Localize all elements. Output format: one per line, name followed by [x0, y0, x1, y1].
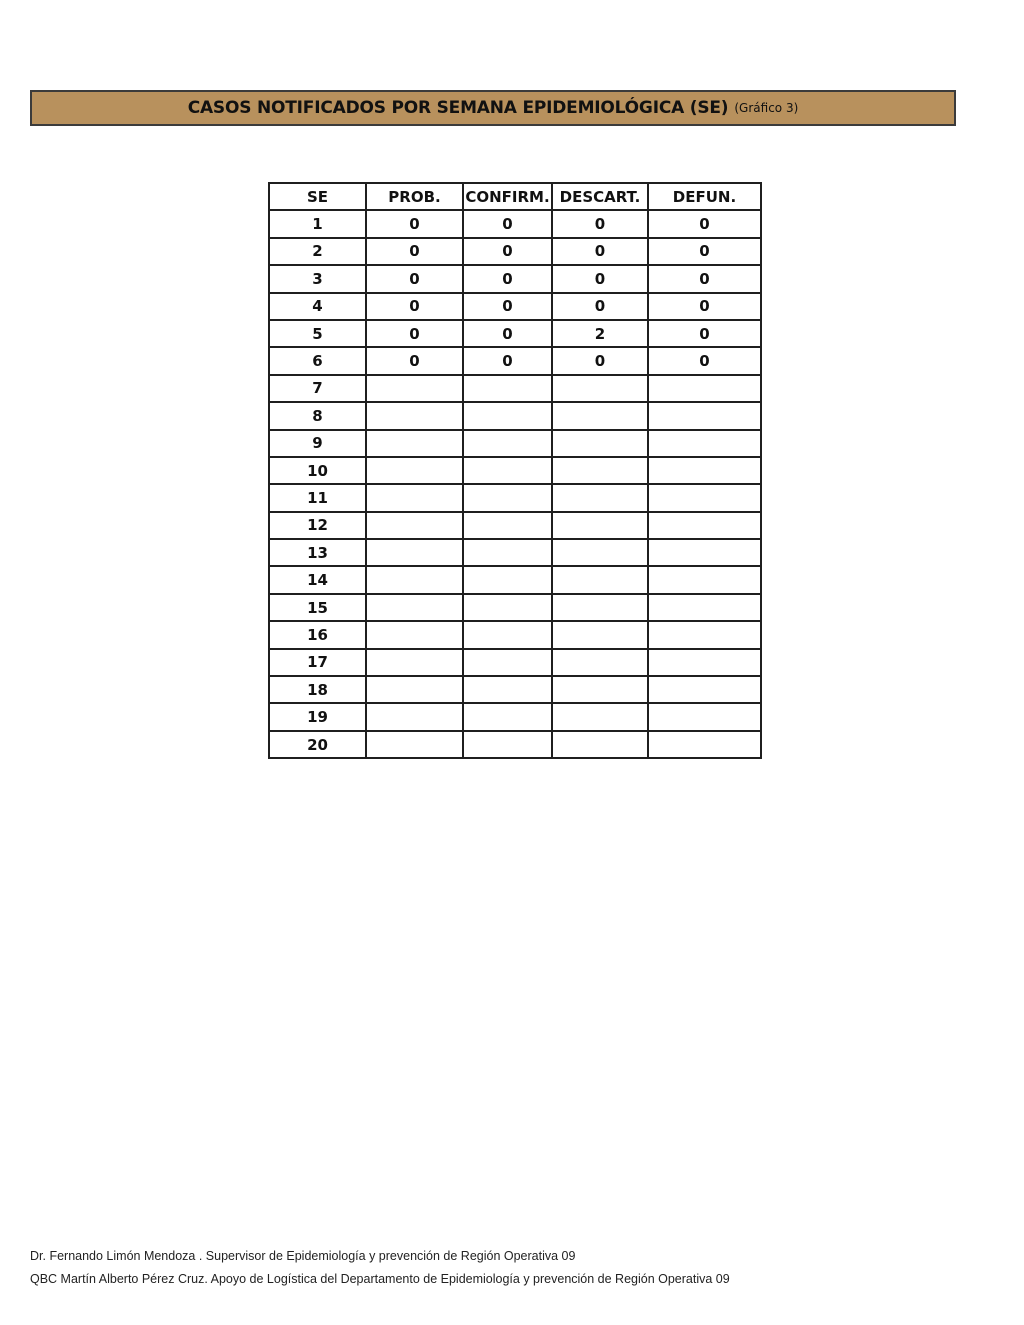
cell-se: 12	[269, 512, 366, 539]
cell-descart	[552, 402, 648, 429]
cell-se: 9	[269, 430, 366, 457]
header-se: SE	[269, 183, 366, 210]
table-row	[269, 402, 761, 429]
cell-se: 16	[269, 621, 366, 648]
cell-prob	[366, 676, 463, 703]
table-row	[269, 265, 761, 292]
cell-se: 8	[269, 402, 366, 429]
cell-se: 11	[269, 484, 366, 511]
cell-defun: 0	[648, 293, 761, 320]
cell-confirm	[463, 566, 552, 593]
cell-confirm	[463, 375, 552, 402]
cell-se: 2	[269, 238, 366, 265]
cell-prob	[366, 594, 463, 621]
table-row	[269, 703, 761, 730]
cell-confirm	[463, 402, 552, 429]
cell-defun	[648, 649, 761, 676]
table-row	[269, 375, 761, 402]
cell-confirm	[463, 676, 552, 703]
cell-se: 1	[269, 210, 366, 237]
cell-se: 17	[269, 649, 366, 676]
cell-descart: 0	[552, 347, 648, 374]
cell-defun	[648, 594, 761, 621]
cell-descart	[552, 512, 648, 539]
table-row	[269, 320, 761, 347]
chart-reference: (Gráfico 3)	[734, 101, 799, 115]
cell-se: 5	[269, 320, 366, 347]
cell-se: 15	[269, 594, 366, 621]
cell-confirm	[463, 621, 552, 648]
cell-descart	[552, 566, 648, 593]
cell-prob	[366, 512, 463, 539]
cell-prob	[366, 484, 463, 511]
title-bar	[30, 90, 956, 126]
cell-defun	[648, 512, 761, 539]
table-row	[269, 512, 761, 539]
cell-prob	[366, 703, 463, 730]
cell-confirm: 0	[463, 265, 552, 292]
table-row	[269, 293, 761, 320]
cell-se: 14	[269, 566, 366, 593]
cell-descart: 0	[552, 238, 648, 265]
cell-prob	[366, 539, 463, 566]
table-header-row	[269, 183, 761, 210]
table-row	[269, 484, 761, 511]
cell-descart: 0	[552, 293, 648, 320]
table-row	[269, 649, 761, 676]
cell-defun	[648, 402, 761, 429]
cell-prob: 0	[366, 293, 463, 320]
cell-se: 18	[269, 676, 366, 703]
cell-descart	[552, 676, 648, 703]
cell-confirm: 0	[463, 238, 552, 265]
cell-prob	[366, 402, 463, 429]
cell-prob: 0	[366, 210, 463, 237]
cell-defun	[648, 621, 761, 648]
cell-confirm	[463, 731, 552, 758]
cell-defun: 0	[648, 347, 761, 374]
table-row	[269, 457, 761, 484]
cell-descart	[552, 731, 648, 758]
cell-defun	[648, 676, 761, 703]
cell-prob	[366, 731, 463, 758]
cell-se: 20	[269, 731, 366, 758]
table-row	[269, 539, 761, 566]
cell-se: 4	[269, 293, 366, 320]
cell-prob: 0	[366, 238, 463, 265]
table-row	[269, 594, 761, 621]
cell-defun: 0	[648, 210, 761, 237]
cell-se: 13	[269, 539, 366, 566]
cell-prob	[366, 457, 463, 484]
cell-descart	[552, 457, 648, 484]
cell-descart	[552, 375, 648, 402]
cell-prob	[366, 621, 463, 648]
footer-supervisor: Dr. Fernando Limón Mendoza . Supervisor de Epidemiología y prevención de Región Operativa 09	[30, 1249, 576, 1263]
cell-defun	[648, 703, 761, 730]
table-row	[269, 566, 761, 593]
table-row	[269, 347, 761, 374]
cell-confirm	[463, 539, 552, 566]
cell-descart: 2	[552, 320, 648, 347]
cell-confirm	[463, 649, 552, 676]
header-confirm: CONFIRM.	[463, 183, 552, 210]
cell-confirm	[463, 594, 552, 621]
cell-prob: 0	[366, 320, 463, 347]
cell-prob	[366, 566, 463, 593]
cell-defun: 0	[648, 265, 761, 292]
table-body	[269, 210, 761, 758]
cell-descart	[552, 621, 648, 648]
cell-defun	[648, 731, 761, 758]
page-title: CASOS NOTIFICADOS POR SEMANA EPIDEMIOLÓGICA (SE)	[187, 98, 729, 118]
cell-prob: 0	[366, 265, 463, 292]
table-row	[269, 210, 761, 237]
cell-prob	[366, 430, 463, 457]
cell-descart	[552, 594, 648, 621]
cell-se: 3	[269, 265, 366, 292]
header-descart: DESCART.	[552, 183, 648, 210]
cell-descart: 0	[552, 210, 648, 237]
cell-descart: 0	[552, 265, 648, 292]
cell-descart	[552, 484, 648, 511]
cell-defun	[648, 566, 761, 593]
cell-descart	[552, 430, 648, 457]
header-prob: PROB.	[366, 183, 463, 210]
cases-table	[268, 182, 762, 759]
cell-confirm	[463, 703, 552, 730]
table-row	[269, 238, 761, 265]
cell-confirm: 0	[463, 293, 552, 320]
cell-defun	[648, 430, 761, 457]
table-row	[269, 430, 761, 457]
cell-prob: 0	[366, 347, 463, 374]
table-row	[269, 676, 761, 703]
cell-se: 6	[269, 347, 366, 374]
cell-defun	[648, 539, 761, 566]
footer-logistics: QBC Martín Alberto Pérez Cruz. Apoyo de Logística del Departamento de Epidemiología y prevención de Región Operativa 09	[30, 1272, 730, 1286]
cell-descart	[552, 539, 648, 566]
cell-defun	[648, 484, 761, 511]
cell-confirm	[463, 484, 552, 511]
cell-confirm	[463, 512, 552, 539]
cell-se: 10	[269, 457, 366, 484]
cell-confirm: 0	[463, 320, 552, 347]
cell-confirm: 0	[463, 347, 552, 374]
cell-prob	[366, 649, 463, 676]
cell-prob	[366, 375, 463, 402]
table-row	[269, 621, 761, 648]
header-defun: DEFUN.	[648, 183, 761, 210]
cell-descart	[552, 703, 648, 730]
cell-se: 19	[269, 703, 366, 730]
cell-confirm	[463, 457, 552, 484]
cell-defun	[648, 375, 761, 402]
cell-descart	[552, 649, 648, 676]
cell-defun	[648, 457, 761, 484]
cell-confirm	[463, 430, 552, 457]
cell-defun: 0	[648, 238, 761, 265]
cell-se: 7	[269, 375, 366, 402]
table-row	[269, 731, 761, 758]
cell-confirm: 0	[463, 210, 552, 237]
cell-defun: 0	[648, 320, 761, 347]
